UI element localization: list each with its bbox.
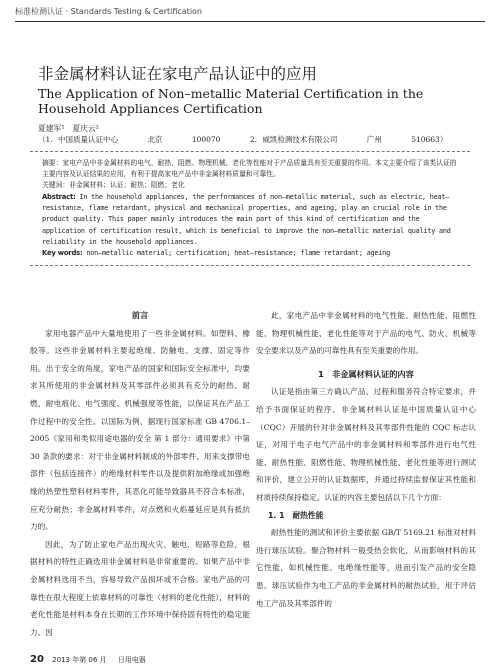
abstract-label: Abstract: — [42, 193, 76, 201]
affil-part: 100070 — [191, 135, 221, 144]
footer — [30, 654, 146, 665]
paragraph: 此，家电产品中非金属材料的电气性能、耐热性能、阻燃性能、物理机械性能、老化性能等对于产品的电气、防火、机械等安全要求以及产品的可靠性具有至关重要的作用。 — [256, 311, 476, 356]
subsection-heading-1-1: 1. 1 耐热性能 — [268, 510, 324, 520]
title-english: The Application of Non–metallic Material Certification in the Household Appliances Certification — [38, 86, 424, 116]
keywords-english — [42, 248, 460, 259]
page-number: 20 — [30, 654, 44, 665]
abstract-english — [42, 192, 460, 248]
section-heading-1: 1 非金属材料认证的内容 — [318, 368, 414, 379]
header-text: 标准检测认证 · Standards Testing & Certification — [15, 7, 203, 16]
keywords-english-text: non–metallic material; certification; heat–resistance; flame retardant; ageing — [82, 249, 390, 258]
abstract-english-text: In the household appliances, the performances of non–metallic material, such as electric, heat–resistance, flame retardant, physical and mechanical properties, and ageing, play an crucial role in the product quality. This paper mainly introduces the main part of this kind of certification and the application of certification result, which is beneficial to improve the non–metallic material quality and reliability in the household appliances. — [42, 193, 451, 246]
abstract-chinese: 摘要：家电产品中非金属材料的电气、耐热、阻燃、物理机械、老化等性能对于产品质量具有至关重要的作用。本文主要介绍了该类认证的主要内容及认证结果的应用，有利于提高家电产品中非金属材料质量和可靠性。 — [42, 159, 457, 178]
paragraph: 家用电器产品中大量地使用了一些非金属材料。如塑料、橡胶等。这些非金属材料主要起绝缘、防触电、支撑、固定等作用。出于安全的角度，家电产品的国家和国际安全标准中，均要求其所使用的非金属材料及其零部件必须具有充分的耐热、耐燃、耐电痕化、电气强度、机械强度等性能，以保证其在产品工作过程中的安全性。以国际为例，据现行国家标准 GB 4706.1–2005《家用和类似用途电器的安全 第 1 部分：通用要求》中第 30 条款的要求：对于非金属材料制成的外部零件、用来支撑带电部件（包括连接件）的绝缘材料零件以及提供附加绝缘或加强绝缘的热塑性塑料材料零件，其恶化可能导致器具不符合本标准，应充分耐热；非金属材料零件，对点燃和火焰蔓延应是具有抵抗力的。 — [30, 328, 250, 532]
paragraph: 因此，为了防止家电产品出现火灾、触电、短路等危险，根据材料的特性正确选用非金属材料是非常重要的。如果产品中非金属材料选用不当，容易导致产品损坏或不合格。家电产品的可靠性在很大程度上依靠材料的可靠性（材料的老化性能），材料的老化性能是材料本身在长期的工作环境中保持固有特性的稳定能力。因 — [30, 539, 250, 637]
authors: 夏建军¹ 夏庆云² — [38, 124, 99, 133]
journal-name: 日用电器 — [117, 656, 146, 664]
keywords-chinese: 关键词：非金属材料；认证；耐热；阻燃；老化 — [42, 181, 185, 189]
left-column — [30, 307, 250, 641]
section-heading-preface: 前言 — [131, 310, 149, 320]
affiliations — [38, 134, 471, 145]
header-rule — [15, 21, 485, 22]
paragraph: 认证是指由第三方确认产品、过程和服务符合特定要求，并给予书面保证的程序。非金属材料认证是中国质量认证中心（CQC）开展的针对非金属材料及其零部件性能的 CQC 标志认证，对用于电子电气产品中的非金属材料和零部件进行电气性能、耐热性能、阻燃性能、物理机械性能、老化性能等进行测试和评价，建立公开的认证数据库，并通过持续监督保证其性能和材质持续保持稳定。认证的内容主要包括以下几个方面： — [256, 387, 476, 502]
paragraph: 耐热性能的测试和评价主要依据 GB/T 5169.21 标准对材料进行球压试验。聚合物材料一般受热会软化，从而影响材料的其它性能，如机械性能、电绝缘性能等，进而引发产品的安全隐患。球压试验作为电工产品的非金属材料的耐热试验，用于评估电工产品及其零部件的 — [256, 528, 476, 608]
issue-date: 2013 年第 06 月 — [52, 656, 107, 664]
right-column — [256, 307, 476, 612]
affil-part: 2. 威凯检测技术有限公司 — [249, 135, 338, 144]
affil-part: 北京 — [147, 135, 163, 144]
title-chinese: 非金属材料认证在家电产品认证中的应用 — [38, 65, 318, 83]
abstract-box — [30, 151, 470, 266]
affil-part: 广州 — [366, 135, 382, 144]
running-header — [15, 6, 485, 21]
keywords-label: Key words: — [42, 249, 83, 258]
affil-part: （1. 中国质量认证中心 — [38, 135, 119, 144]
affil-part: 510663） — [411, 135, 448, 144]
